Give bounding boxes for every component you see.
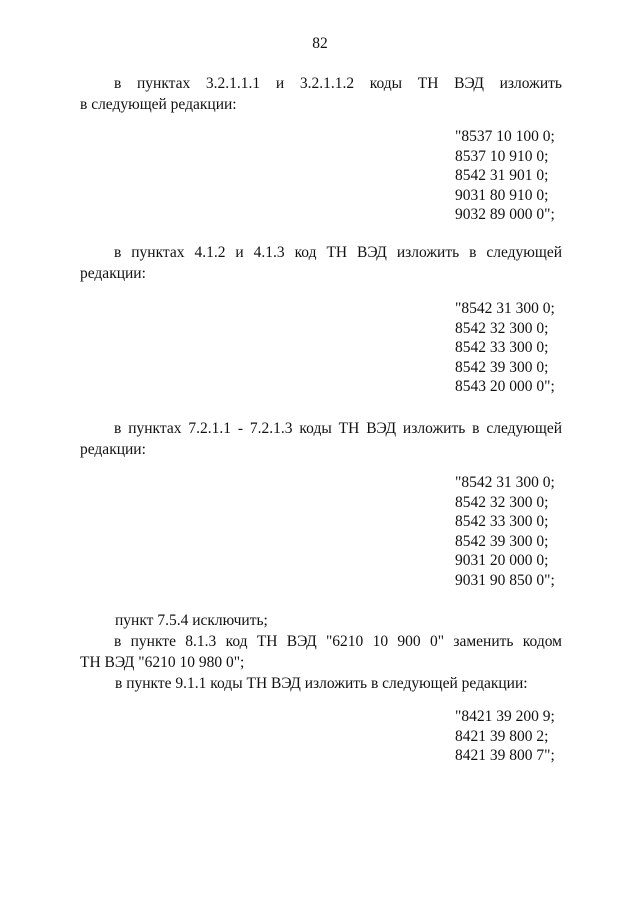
code-item: 8542 33 300 0; <box>455 339 549 356</box>
paragraph-3-2 <box>80 73 562 115</box>
paragraph-9-1-1: в пункте 9.1.1 коды ТН ВЭД изложить в следующей редакции: <box>115 675 528 692</box>
code-item: 8421 39 800 2; <box>455 727 549 745</box>
code-item: 8542 39 300 0; <box>455 358 549 376</box>
code-item: 8542 39 300 0; <box>455 532 549 550</box>
code-item: "8542 31 300 0; <box>455 474 555 491</box>
paragraph-7-5-4: пункт 7.5.4 исключить; <box>115 612 268 629</box>
code-item: 9031 80 910 0; <box>455 186 549 204</box>
paragraph-line: в пунктах 4.1.2 и 4.1.3 код ТН ВЭД изложить в следующей <box>114 244 562 261</box>
code-item: 8542 32 300 0; <box>455 319 549 337</box>
code-item: "8537 10 100 0; <box>455 128 555 145</box>
code-item: 8543 20 000 0"; <box>455 378 555 395</box>
code-item: 9031 90 850 0"; <box>455 571 555 589</box>
code-item: 8542 33 300 0; <box>455 513 549 530</box>
paragraph-line: в пункте 8.1.3 код ТН ВЭД "6210 10 900 0" заменить кодом <box>114 633 562 650</box>
paragraph-line: в следующей редакции: <box>80 96 237 113</box>
code-list <box>455 473 555 590</box>
paragraph-line: в пунктах 3.2.1.1.1 и 3.2.1.1.2 коды ТН ВЭД изложить <box>114 75 562 92</box>
code-list <box>455 127 555 225</box>
paragraph-7-2 <box>80 418 562 460</box>
paragraph-line: редакции: <box>80 265 146 282</box>
code-list <box>455 707 555 766</box>
paragraph-line: ТН ВЭД "6210 10 980 0"; <box>80 654 245 671</box>
code-item: 8537 10 910 0; <box>455 147 549 165</box>
code-item: 8542 31 901 0; <box>455 167 549 184</box>
code-item: "8421 39 200 9; <box>455 708 555 725</box>
code-item: "8542 31 300 0; <box>455 300 555 317</box>
paragraph-8-1-3 <box>80 631 562 673</box>
code-item: 9032 89 000 0"; <box>455 206 555 223</box>
paragraph-line: редакции: <box>80 441 146 458</box>
code-list <box>455 299 555 397</box>
paragraph-4-1 <box>80 242 562 284</box>
code-item: 9031 20 000 0; <box>455 552 549 569</box>
page-number: 82 <box>312 35 328 52</box>
code-item: 8542 32 300 0; <box>455 493 549 511</box>
code-item: 8421 39 800 7"; <box>455 747 555 764</box>
paragraph-line: в пунктах 7.2.1.1 - 7.2.1.3 коды ТН ВЭД изложить в следующей <box>114 420 562 437</box>
